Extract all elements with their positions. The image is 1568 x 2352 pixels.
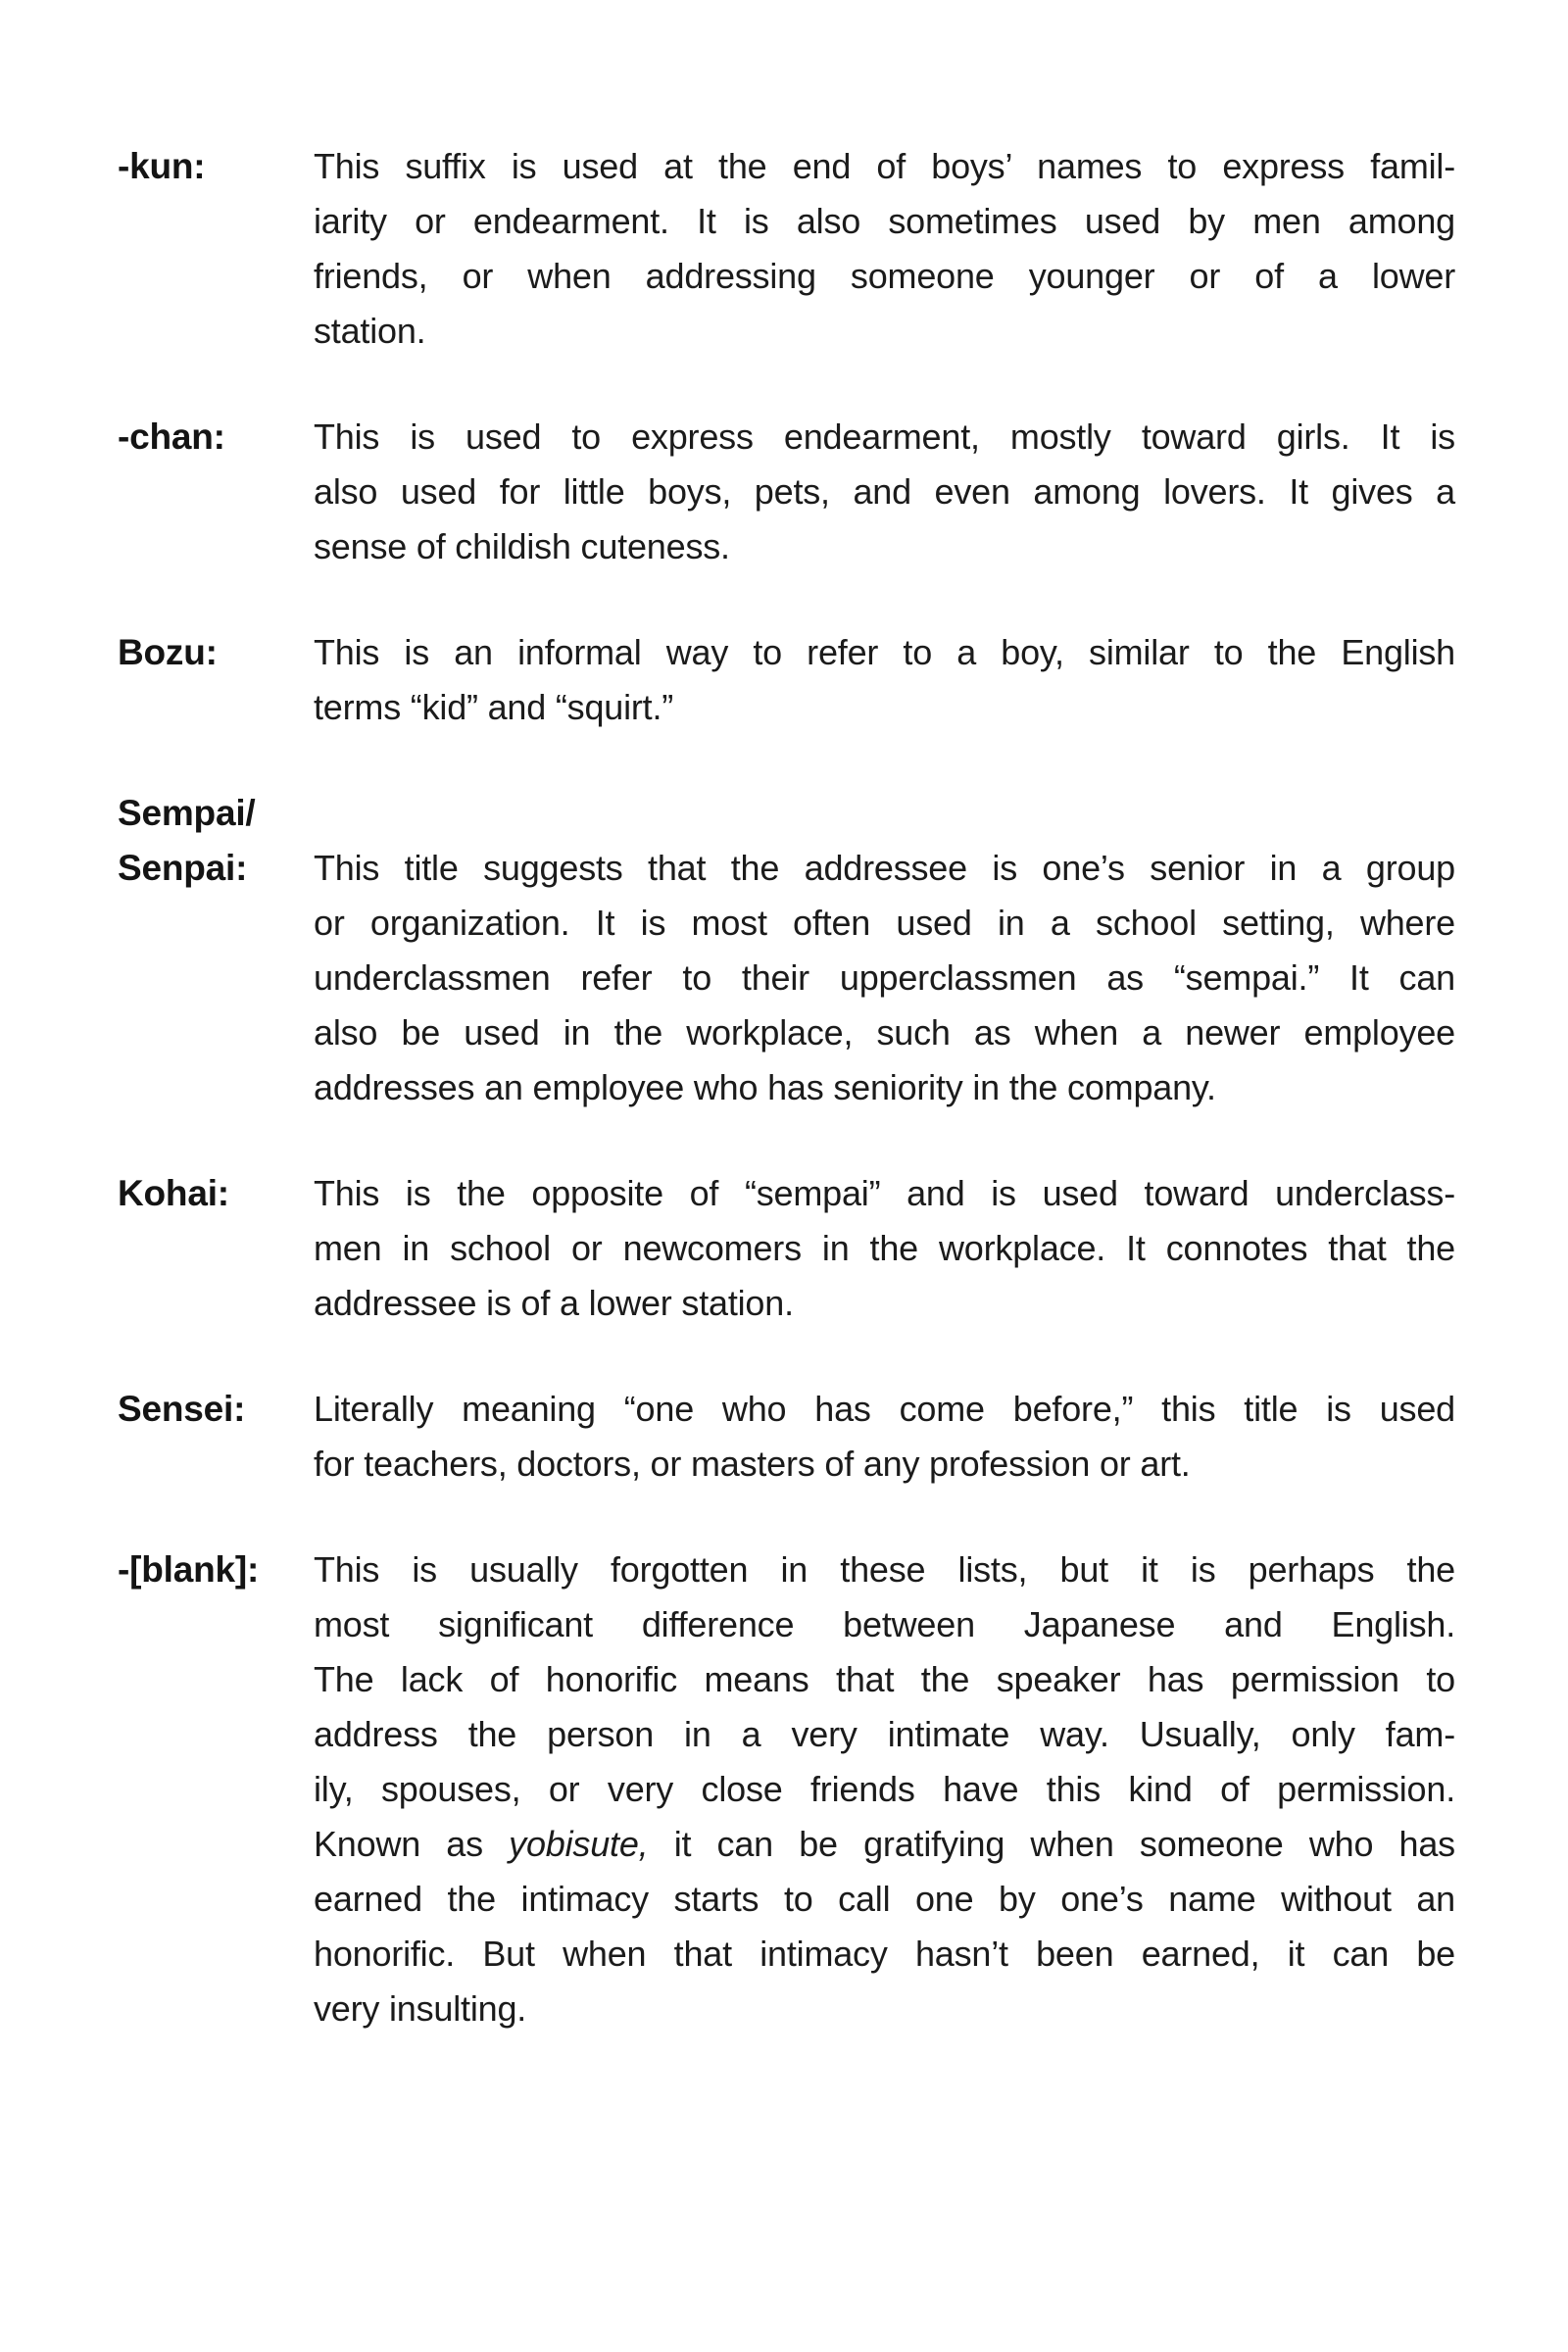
entry-row-chan: [118, 410, 1568, 574]
entry-row-kun: [118, 139, 1568, 359]
definition-line: also be used in the workplace, such as when a newer employee: [314, 1012, 1455, 1053]
entry-row-bozu: [118, 625, 1568, 735]
definition-line: earned the intimacy starts to call one by one’s name without an: [314, 1879, 1455, 1919]
definition-line: address the person in a very intimate way. Usually, only fam-: [314, 1714, 1455, 1754]
entry-term-chan: [118, 410, 314, 465]
term-label-line: -kun:: [118, 146, 206, 186]
definition-line: men in school or newcomers in the workplace. It connotes that the: [314, 1228, 1455, 1268]
definition-line: honorific. But when that intimacy hasn’t been earned, it can be: [314, 1934, 1455, 1974]
definition-line: underclassmen refer to their upperclassmen as “sempai.” It can: [314, 957, 1455, 998]
definition-line: This title suggests that the addressee is one’s senior in a group: [314, 848, 1455, 888]
entry-definition-bozu: [314, 625, 1455, 735]
definition-line: most significant difference between Japanese and English.: [314, 1604, 1455, 1644]
definition-line: iarity or endearment. It is also sometimes used by men among: [314, 201, 1455, 241]
entry-row-sempai-senpai: [118, 786, 1568, 1115]
definition-line: Known as yobisute, it can be gratifying when someone who has: [314, 1824, 1455, 1864]
entry-term-kohai: [118, 1166, 314, 1221]
term-label-line: -[blank]:: [118, 1549, 260, 1590]
term-label-line: Bozu:: [118, 632, 218, 672]
definition-line: This is the opposite of “sempai” and is used toward underclass-: [314, 1173, 1455, 1213]
definition-line: ily, spouses, or very close friends have this kind of permission.: [314, 1769, 1455, 1809]
definition-line: This is an informal way to refer to a boy, similar to the English: [314, 632, 1455, 672]
entry-definition-sensei: [314, 1382, 1455, 1492]
term-label-line: Kohai:: [118, 1173, 229, 1213]
definition-line: addressee is of a lower station.: [314, 1283, 794, 1323]
entry-term-bozu: [118, 625, 314, 680]
term-label-line: Senpai:: [118, 848, 248, 888]
term-label-line: -chan:: [118, 416, 225, 457]
definition-line: station.: [314, 311, 426, 351]
entry-definition-sempai-senpai: [314, 841, 1455, 1115]
entry-definition-chan: [314, 410, 1455, 574]
entry-term-sempai-senpai: [118, 786, 314, 896]
entry-term-sensei: [118, 1382, 314, 1437]
term-label-line: Sempai/: [118, 793, 256, 833]
definition-line: terms “kid” and “squirt.”: [314, 687, 674, 727]
entry-term-blank: [118, 1543, 314, 1597]
definition-line: This is used to express endearment, mostly toward girls. It is: [314, 416, 1455, 457]
definition-line: Literally meaning “one who has come before,” this title is used: [314, 1389, 1455, 1429]
entry-definition-kun: [314, 139, 1455, 359]
definition-line: or organization. It is most often used in a school setting, where: [314, 903, 1455, 943]
definition-line: also used for little boys, pets, and even among lovers. It gives a: [314, 471, 1455, 512]
definition-line: This is usually forgotten in these lists, but it is perhaps the: [314, 1549, 1455, 1590]
italic-term: yobisute,: [509, 1824, 649, 1864]
entry-term-kun: [118, 139, 314, 194]
definition-line: addresses an employee who has seniority in the company.: [314, 1067, 1216, 1107]
entry-row-sensei: [118, 1382, 1568, 1492]
entry-row-blank: [118, 1543, 1568, 2036]
entry-definition-blank: [314, 1543, 1455, 2036]
definition-line: for teachers, doctors, or masters of any profession or art.: [314, 1444, 1191, 1484]
definition-line: This suffix is used at the end of boys’ names to express famil-: [314, 146, 1455, 186]
definition-line: sense of childish cuteness.: [314, 526, 730, 566]
entry-row-kohai: [118, 1166, 1568, 1331]
definition-line: friends, or when addressing someone younger or of a lower: [314, 256, 1455, 296]
entry-definition-kohai: [314, 1166, 1455, 1331]
definition-line: very insulting.: [314, 1988, 527, 2029]
term-label-line: Sensei:: [118, 1389, 246, 1429]
definition-line: The lack of honorific means that the speaker has permission to: [314, 1659, 1455, 1699]
